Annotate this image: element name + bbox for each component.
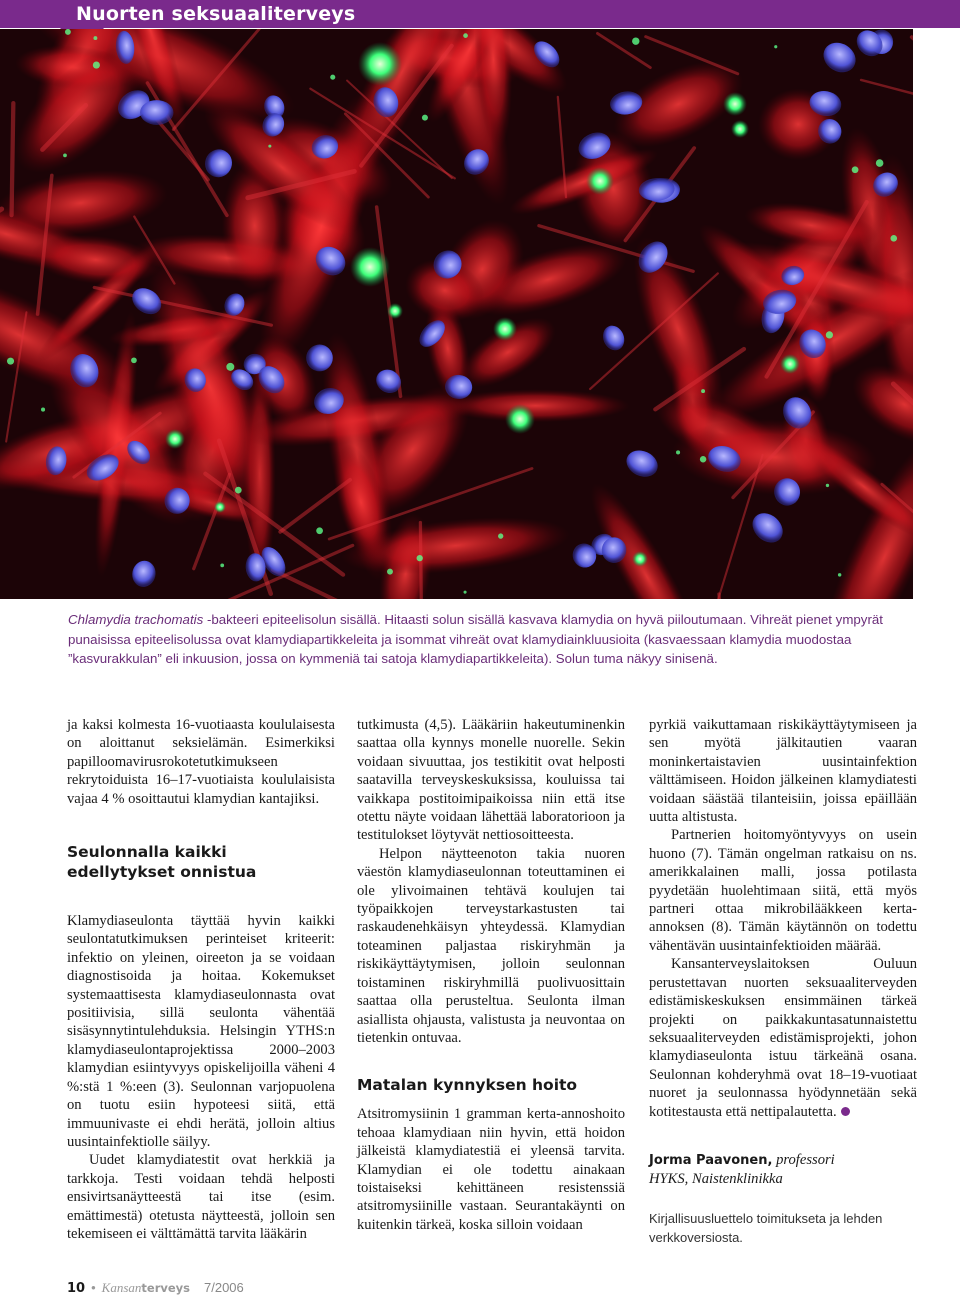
subheading: Seulonnalla kaikki edellytykset onnistua bbox=[67, 843, 257, 882]
chlamydia-particle bbox=[330, 75, 335, 80]
caption-species: Chlamydia trachomatis bbox=[68, 612, 204, 627]
chlamydia-inclusion bbox=[632, 551, 648, 567]
chlamydia-particle bbox=[63, 154, 67, 158]
chlamydia-inclusion bbox=[723, 92, 747, 116]
paragraph: Atsitromysiinin 1 gramman kerta-annoshoito tehoaa klamydiaan niin hyvin, että hoidon jälkeistä klamydiatestiä ei yleensä tarvita. Klamydian ei ole todettu ainakaan toistaiseksi kehittäneen resistenssiä atsitromysiinille vastaan. Seurantakäynti on kuitenkin tärkeä, koska silloin voidaan bbox=[357, 1106, 625, 1233]
chlamydia-inclusion bbox=[165, 429, 185, 449]
caption-text: -bakteeri epiteelisolun sisällä. Hitaasti solun sisällä kasvava klamydia on hyvä piiloutumaan. Vihreät pienet ympyrät punaisissa epiteelisolussa ovat klamydiapartikkeleita ja isommat vihreät ovat klamydiainkluusioita (kasvaessaan klamydia muodostaa ”kasvurakkulan” eli inkuusion, jossa on kymmeniä tai satoja klamydiapartikkeleita). Solun tuma näkyy sinisenä. bbox=[68, 612, 883, 666]
author-title: professori bbox=[772, 1151, 835, 1168]
cell-filament bbox=[12, 103, 14, 215]
paragraph: ja kaksi kolmesta 16-vuotiaasta koululaisesta on aloittanut seksielämän. Esimerkiksi papilloomavirusrokotetutkimukseen rekrytoiduista 16–17-vuotiaista koululaisista vajaa 4 % osoittautui klamydian kantajiksi. bbox=[67, 717, 335, 807]
chlamydia-particle bbox=[838, 573, 841, 576]
issue-number: 7/2006 bbox=[204, 1280, 244, 1295]
paragraph bbox=[649, 955, 917, 1121]
chlamydia-particle bbox=[220, 564, 224, 568]
microscopy-photo bbox=[0, 29, 913, 599]
column-3 bbox=[649, 716, 917, 1247]
paragraph: pyrkiä vaikuttamaan riskikäyttäytymiseen ja sen myötä jälkitautien vaaran moninkertaistavien uusintainfektion välttämiseen. Hoidon jälkeinen klamydiatesti voidaan säästää tilanteisiin, joissa epäillään uutta altistusta. bbox=[649, 717, 917, 826]
author-affiliation: HYKS, Naistenklinikka bbox=[649, 1170, 783, 1187]
chlamydia-inclusion bbox=[586, 167, 614, 195]
chlamydia-particle bbox=[417, 555, 423, 561]
chlamydia-particle bbox=[498, 533, 503, 538]
paragraph: Klamydiaseulonta täyttää hyvin kaikki seulontatutkimuksen perinteiset kriteerit: infektio on yleinen, oireeton ja se voidaan diagnostisoida ja hoitaa. Kokemukset systemaattisesta klamydiaseulonnasta ovat positiivisia, sillä seulonta vähentää sisäsynnytintulehduksia. Helsingin YTHS:n klamydiaseulontaprojektissa 2000–2003 klamydian esiintyvyys opiskelijoilla väheni 4 %:stä 1 %:een (3). Seulonnan varjopuolena on tuotu esiin hypoteesi siitä, että immuunivaste ei ehdi herätä, jolloin altius uusintainfektiolle säilyy. bbox=[67, 913, 335, 1150]
chlamydia-particle bbox=[826, 331, 833, 338]
chlamydia-particle bbox=[876, 159, 884, 167]
subheading: Matalan kynnyksen hoito bbox=[357, 1076, 578, 1095]
chlamydia-particle bbox=[826, 484, 829, 487]
chlamydia-particle bbox=[131, 357, 137, 363]
magazine-name-part1: Kansan bbox=[101, 1280, 142, 1295]
chlamydia-particle bbox=[422, 115, 428, 121]
microscopy-image bbox=[0, 29, 913, 599]
chlamydia-inclusion bbox=[350, 247, 390, 287]
chlamydia-particle bbox=[774, 45, 777, 48]
chlamydia-inclusion bbox=[358, 42, 402, 86]
paragraph: Partnerien hoitomyöntyvyys on usein huono (7). Tämän ongelman ratkaisu on ns. amerikkalainen malli, jossa potilasta pyydetään huolehtimaan siitä, että myös partneri ottaa mikrobilääkkeen kerta-annoksen (8). Tämän käytännön on todettu vähentävän uusintainfektioiden määrää. bbox=[649, 827, 917, 954]
chlamydia-particle bbox=[463, 33, 468, 38]
paragraph-text: Kansanterveyslaitoksen Ouluun perustettavan nuorten seksuaaliterveyden edistämiskeskuksen ensimmäinen tärkeä projekti on paikkakuntasatunnaistettu seksuaaliterveyden edistämisprojekti, johon klamydiaseulonta istuu tärkeänä osana. Seulonnan kohderyhmä ovat 18–19-vuotiaat nuoret ja seulonnassa hyödynnetään sekä kotitestausta että nettipalautetta. bbox=[649, 956, 917, 1120]
column-2 bbox=[357, 716, 625, 1234]
chlamydia-particle bbox=[632, 37, 639, 44]
chlamydia-particle bbox=[890, 235, 897, 242]
chlamydia-particle bbox=[7, 358, 14, 365]
chlamydia-inclusion bbox=[780, 354, 800, 374]
column-1 bbox=[67, 716, 335, 1243]
photo-caption bbox=[68, 610, 908, 669]
chlamydia-inclusion bbox=[387, 303, 403, 319]
chlamydia-particle bbox=[700, 456, 706, 462]
chlamydia-inclusion bbox=[731, 120, 749, 138]
paragraph: Helpon näytteenoton takia nuoren väestön klamydiaseulonnan toteuttaminen ei ole ylivoimainen tehtävä koulujen tai työpaikkojen terveystarkastusten tai raskaudenehkäisyn yhteydessä. Klamydian toteaminen paljastaa riskiryhmän ja riskikäyttäytymisen, jolloin seulonnan toistaminen riskiryhmillä puolivuosittain saattaa olla perusteltua. Seulonta ilman asiallista ohjausta, valistusta ja neuvontaa on tietenkin ontuvaa. bbox=[357, 845, 625, 1046]
author-block bbox=[649, 1151, 917, 1189]
chlamydia-particle bbox=[41, 408, 45, 412]
chlamydia-particle bbox=[676, 450, 680, 454]
author-name: Jorma Paavonen, bbox=[649, 1152, 773, 1168]
article-end-marker bbox=[841, 1107, 850, 1116]
magazine-name-part2: terveys bbox=[141, 1281, 190, 1295]
paragraph: Uudet klamydiatestit ovat herkkiä ja tarkkoja. Testi voidaan tehdä helposti ensivirtsanäytteestä tai itse (esim. emättimestä) otetusta näytteestä, jolloin sen tekemiseen ei välttämättä tarvita lääkärin bbox=[67, 1152, 335, 1242]
chlamydia-particle bbox=[93, 36, 97, 40]
chlamydia-particle bbox=[316, 527, 323, 534]
chlamydia-inclusion bbox=[214, 501, 226, 513]
chlamydia-particle bbox=[387, 569, 393, 575]
chlamydia-particle bbox=[93, 62, 100, 69]
references-note: Kirjallisuusluettelo toimitukseta ja lehden verkkoversiosta. bbox=[649, 1210, 883, 1245]
chlamydia-particle bbox=[235, 487, 242, 494]
page-footer bbox=[67, 1280, 244, 1296]
chlamydia-particle bbox=[852, 166, 859, 173]
page-number: 10 bbox=[67, 1281, 86, 1296]
chlamydia-particle bbox=[226, 363, 234, 371]
chlamydia-inclusion bbox=[505, 404, 535, 434]
paragraph: tutkimusta (4,5). Lääkäriin hakeutuminenkin saattaa olla kynnys monelle nuorelle. Sekin voidaan sivuuttaa, jos testikitit ovat helposti saatavilla terveyskeskuksissa, kouluissa tai vaikkapa postitoimipaikoissa niin että itse otettu näyte voidaan lähettää laboratorioon ja testitulokset löytyvät nettiosoitteesta. bbox=[357, 717, 625, 844]
chlamydia-particle bbox=[701, 389, 705, 393]
footer-separator: • bbox=[91, 1280, 96, 1295]
chlamydia-particle bbox=[464, 591, 467, 594]
chlamydia-inclusion bbox=[493, 317, 517, 341]
chlamydia-particle bbox=[65, 29, 71, 35]
chlamydia-particle bbox=[268, 145, 271, 148]
section-title: Nuorten seksuaaliterveys bbox=[76, 3, 356, 25]
